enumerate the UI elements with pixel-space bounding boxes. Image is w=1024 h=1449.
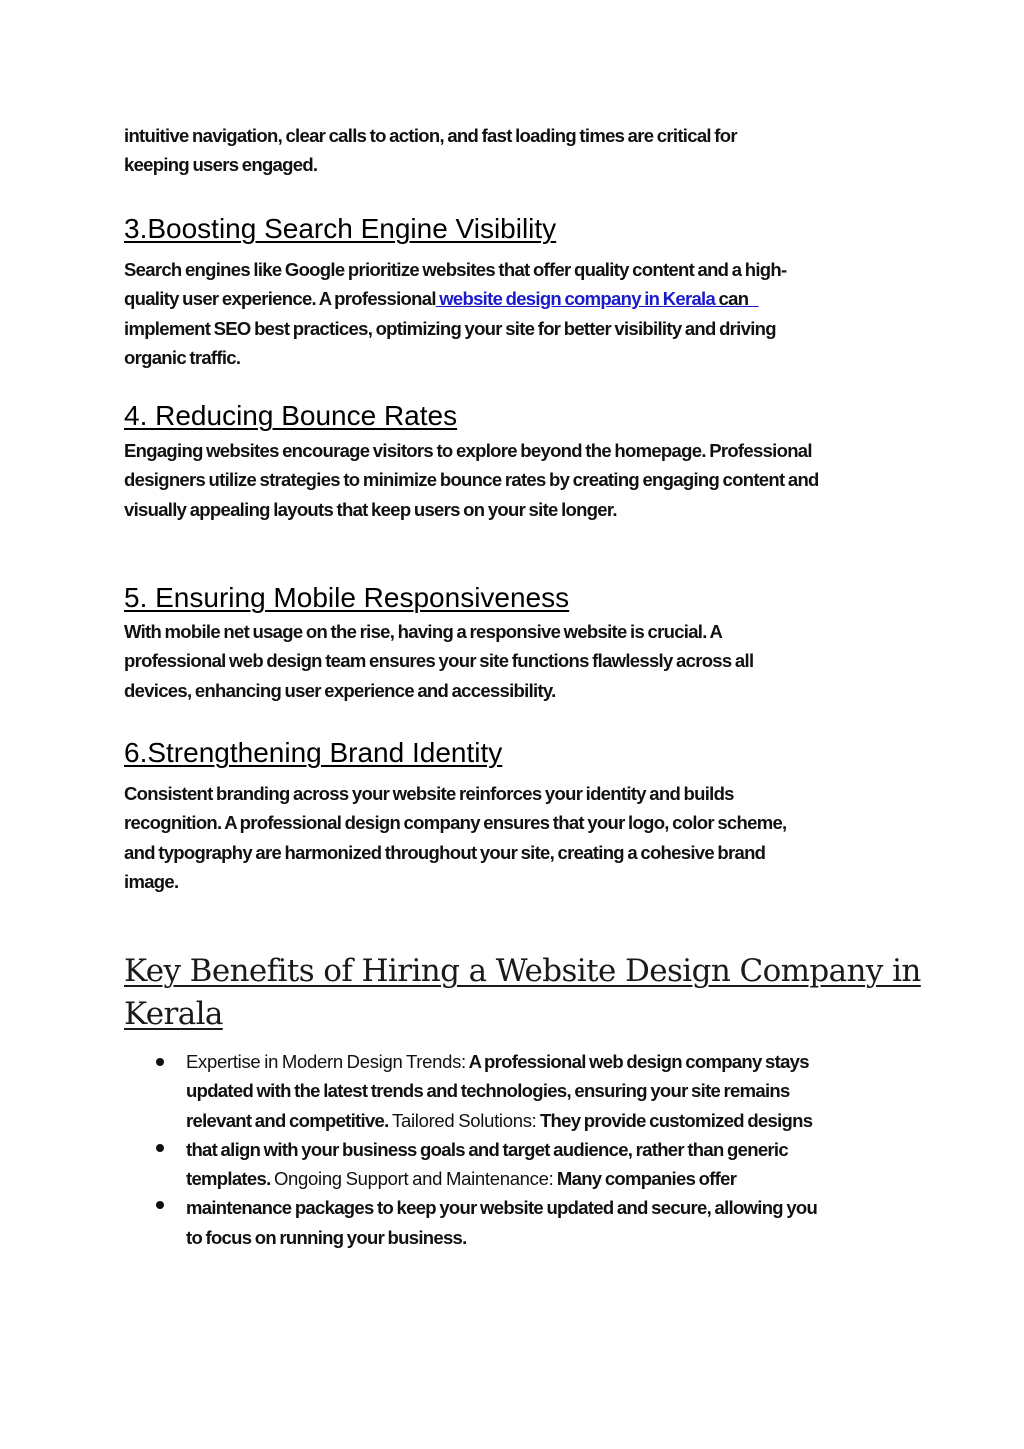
bullet-icon: [156, 1201, 164, 1209]
link-trailing-space: [748, 288, 758, 309]
paragraph-line: and typography are harmonized throughout your site, creating a cohesive brand: [124, 841, 766, 863]
paragraph-line: Engaging websites encourage visitors to explore beyond the homepage. Professional: [124, 440, 812, 461]
brand-identity-paragraph: [124, 779, 924, 896]
list-item-line: maintenance packages to keep your website updated and secure, allowing you: [186, 1197, 818, 1219]
heading-key-benefits: [124, 950, 924, 1036]
heading-line: Key Benefits of Hiring a Website Design Company in: [124, 953, 921, 989]
benefit-text: templates.: [186, 1168, 274, 1190]
bullet-icon: [156, 1144, 164, 1152]
paragraph-line: Search engines like Google prioritize websites that offer quality content and a high-: [124, 259, 787, 280]
paragraph-line: recognition. A professional design company ensures that your logo, color scheme,: [124, 812, 787, 834]
paragraph-text: can: [715, 288, 749, 310]
list-item-line: updated with the latest trends and technologies, ensuring your site remains: [186, 1080, 790, 1102]
bounce-rates-paragraph: [124, 436, 924, 524]
paragraph-line: With mobile net usage on the rise, having a responsive website is crucial. A: [124, 621, 723, 642]
paragraph-line: professional web design team ensures your site functions flawlessly across all: [124, 650, 754, 672]
paragraph-line: image.: [124, 870, 179, 892]
heading-reducing-bounce-rates: 4. Reducing Bounce Rates: [124, 400, 458, 431]
paragraph-line-with-link: [124, 284, 924, 313]
paragraph-line: designers utilize strategies to minimize bounce rates by creating engaging content and: [124, 469, 819, 491]
bullet-icon: [156, 1058, 164, 1066]
heading-line: Kerala: [124, 996, 223, 1032]
paragraph-line: visually appealing layouts that keep users on your site longer.: [124, 498, 617, 520]
benefit-text: A professional web design company stays: [465, 1051, 809, 1072]
benefit-text: They provide customized designs: [536, 1109, 813, 1131]
paragraph-line: organic traffic.: [124, 346, 241, 368]
paragraph-text: quality user experience. A professional: [124, 288, 436, 310]
list-item: [186, 1106, 916, 1135]
benefit-text: relevant and competitive.: [186, 1109, 393, 1131]
benefit-text: Many companies offer: [553, 1168, 737, 1190]
list-item-line: to focus on running your business.: [186, 1226, 467, 1248]
heading-brand-identity: 6.Strengthening Brand Identity: [124, 737, 503, 768]
mobile-responsiveness-paragraph: [124, 617, 924, 705]
heading-mobile-responsiveness: 5. Ensuring Mobile Responsiveness: [124, 582, 570, 613]
intro-paragraph: [124, 121, 924, 180]
paragraph-line: implement SEO best practices, optimizing your site for better visibility and driving: [124, 317, 776, 339]
list-item: [186, 1047, 916, 1076]
benefits-list: [186, 1047, 916, 1252]
benefit-term: Ongoing Support and Maintenance:: [273, 1168, 554, 1190]
paragraph-line: Consistent branding across your website reinforces your identity and builds: [124, 783, 734, 804]
paragraph-line: devices, enhancing user experience and accessibility.: [124, 679, 556, 701]
website-design-company-link[interactable]: website design company in Kerala: [435, 288, 716, 310]
intro-line: keeping users engaged.: [124, 154, 318, 176]
heading-search-engine-visibility: 3.Boosting Search Engine Visibility: [124, 213, 557, 244]
benefit-term: Expertise in Modern Design Trends:: [186, 1051, 466, 1072]
search-visibility-paragraph: [124, 255, 924, 372]
intro-line: intuitive navigation, clear calls to action, and fast loading times are critical for: [124, 125, 737, 146]
list-item: [186, 1164, 916, 1193]
list-item-line: that align with your business goals and target audience, rather than generic: [186, 1138, 788, 1160]
benefit-term: Tailored Solutions:: [392, 1109, 537, 1131]
